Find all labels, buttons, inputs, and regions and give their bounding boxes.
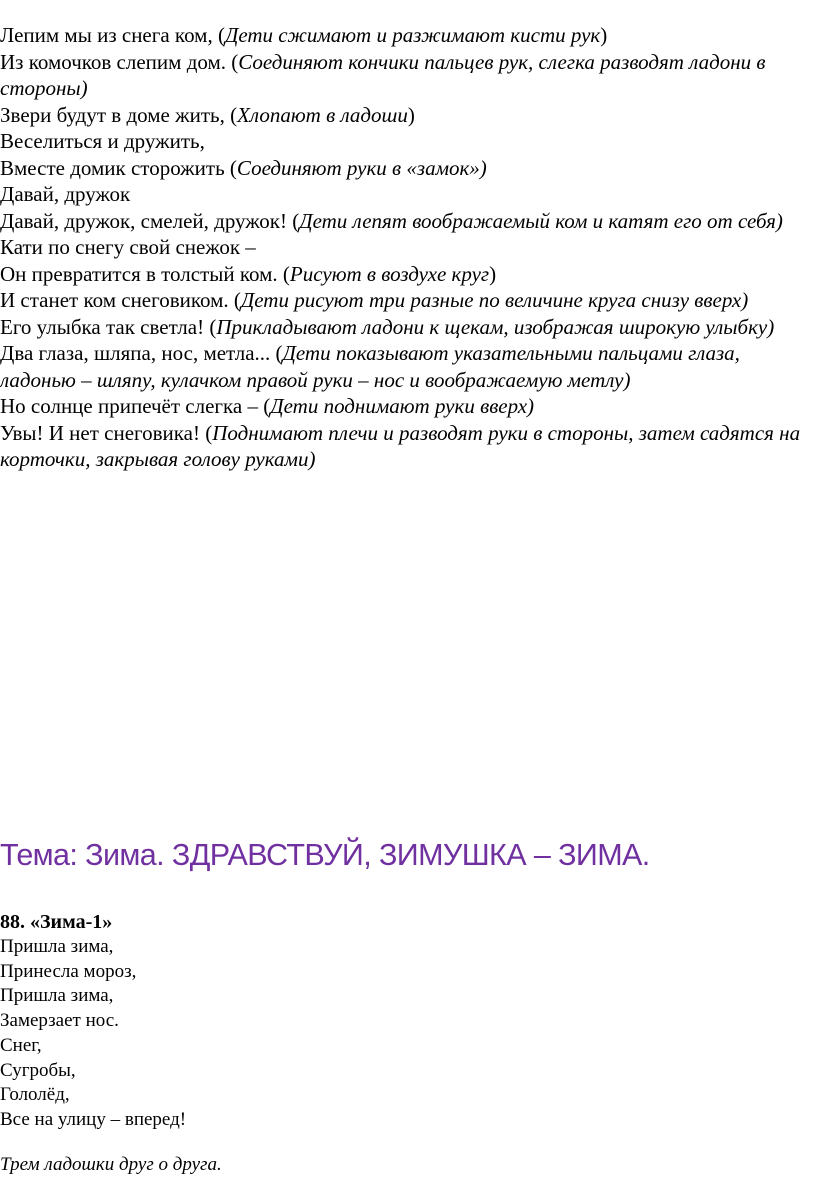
poem-line bbox=[0, 208, 812, 235]
poem-line bbox=[0, 22, 812, 49]
poem-gesture-note: Поднимают плечи и разводят руки в стороны, затем садятся на корточки, закрывая голову руками) bbox=[0, 420, 801, 471]
verse-line: Принесла мороз, bbox=[0, 960, 137, 982]
poem-text: Кати по снегу свой снежок – bbox=[0, 235, 256, 259]
section-zima-1 bbox=[0, 909, 812, 1133]
verse-line: Гололёд, bbox=[0, 1084, 70, 1106]
poem-line bbox=[0, 102, 812, 129]
poem-gesture-note: Дети лепят воображаемый ком и катят его от себя) bbox=[299, 208, 783, 233]
poem-line bbox=[0, 181, 812, 208]
poem-text: Веселиться и дружить, bbox=[0, 129, 205, 153]
poem-gesture-note: Дети поднимают руки вверх) bbox=[270, 394, 535, 418]
poem-text: Вместе домик сторожить ( bbox=[0, 155, 237, 180]
poem-line bbox=[0, 49, 812, 102]
poem-text: Увы! И нет снеговика! ( bbox=[0, 420, 213, 445]
poem-gesture-note: Прикладывают ладони к щекам, изображая широкую улыбку) bbox=[216, 314, 775, 339]
poem-line bbox=[0, 261, 812, 288]
poem-close: ) bbox=[407, 102, 415, 127]
poem-line bbox=[0, 420, 812, 473]
poem-text: Давай, дружок, смелей, дружок! ( bbox=[0, 208, 300, 233]
poem-line bbox=[0, 155, 812, 182]
verse-line: Пришла зима, bbox=[0, 985, 114, 1007]
poem-line bbox=[0, 314, 812, 341]
poem-text: Он превратится в толстый ком. ( bbox=[0, 261, 290, 286]
poem-line bbox=[0, 393, 812, 420]
poem-text: Давай, дружок bbox=[0, 182, 131, 206]
poem-text: Но солнце припечёт слегка – ( bbox=[0, 394, 271, 418]
verse-line: Сугробы, bbox=[0, 1059, 76, 1081]
poem-text: И станет ком снеговиком. ( bbox=[0, 288, 241, 312]
poem-text: Лепим мы из снега ком, ( bbox=[0, 23, 225, 47]
verse bbox=[0, 935, 812, 1133]
theme-heading: Тема: Зима. ЗДРАВСТВУЙ, ЗИМУШКА – ЗИМА. bbox=[0, 838, 650, 872]
poem-close: ) bbox=[600, 23, 608, 47]
poem-text: Его улыбка так светла! ( bbox=[0, 314, 217, 339]
poem-gesture-note: Хлопают в ладоши bbox=[237, 102, 408, 127]
gesture-instruction: Трем ладошки друг о друга. bbox=[0, 1154, 222, 1175]
poem-gesture-note: Дети сжимают и разжимают кисти рук bbox=[224, 23, 601, 47]
poem-text: Звери будут в доме жить, ( bbox=[0, 102, 238, 127]
poem-line bbox=[0, 287, 812, 314]
verse-line: Замерзает нос. bbox=[0, 1010, 119, 1032]
poem-line bbox=[0, 234, 812, 261]
poem-close: ) bbox=[489, 261, 497, 286]
verse-line: Снег, bbox=[0, 1034, 42, 1056]
section-title: 88. «Зима-1» bbox=[0, 911, 113, 933]
poem-gesture-note: Дети рисуют три разные по величине круга снизу вверх) bbox=[240, 288, 749, 312]
verse-line: Пришла зима, bbox=[0, 936, 114, 957]
poem-line bbox=[0, 128, 812, 155]
poem-gesture-note: Дети показывают указательными пальцами глаза, ладонью – шляпу, кулачком правой руки – нос и воображаемую метлу) bbox=[0, 341, 740, 392]
poem-text: Два глаза, шляпа, нос, метла... ( bbox=[0, 341, 283, 365]
poem-gesture-note: Рисуют в воздухе круг bbox=[289, 261, 490, 286]
poem-block bbox=[0, 22, 812, 473]
poem-line bbox=[0, 340, 812, 393]
poem-gesture-note: Соединяют руки в «замок») bbox=[236, 155, 487, 180]
poem-gesture-note: Соединяют кончики пальцев рук, слегка разводят ладони в стороны) bbox=[0, 49, 766, 100]
poem-text: Из комочков слепим дом. ( bbox=[0, 49, 239, 74]
verse-line: Все на улицу – вперед! bbox=[0, 1108, 187, 1130]
